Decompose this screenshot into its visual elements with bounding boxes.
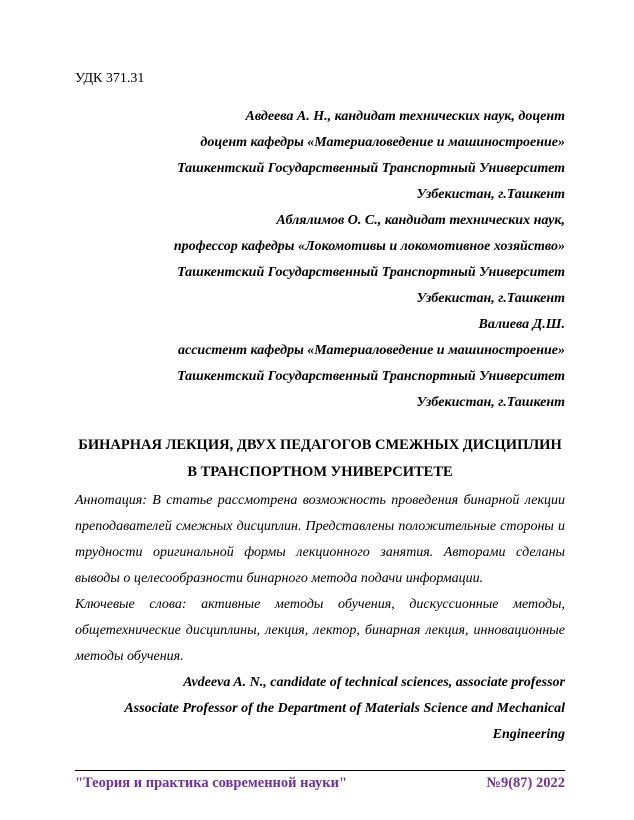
authors-block-en	[75, 670, 565, 748]
author-ru-line-2: доцент кафедры «Материаловедение и машиностроение»	[200, 135, 565, 150]
author-ru-line-5: Аблялимов О. С., кандидат технических наук,	[276, 213, 565, 228]
author-en-line-1: Avdeeva A. N., candidate of technical sciences, associate professor	[183, 675, 565, 690]
author-ru-line-1: Авдеева А. Н., кандидат технических наук, доцент	[245, 109, 565, 124]
author-ru-line-10: ассистент кафедры «Материаловедение и машиностроение»	[177, 343, 565, 358]
article-title-line-2: В ТРАНСПОРТНОМ УНИВЕРСИТЕТЕ	[187, 464, 453, 480]
footer-divider	[75, 770, 565, 771]
abstract-paragraph: Аннотация: В статье рассмотрена возможность проведения бинарной лекции преподавателей смежных дисциплин. Представлены положительные стороны и трудности оригинальной формы лекционного занятия. Авторами сделаны выводы о целесообразности бинарного метода подачи информации.	[75, 493, 565, 586]
author-ru-line-3: Ташкентский Государственный Транспортный Университет	[177, 161, 565, 176]
authors-block-ru	[75, 104, 565, 416]
author-ru-line-9: Валиева Д.Ш.	[478, 317, 565, 332]
author-en-line-2: Associate Professor of the Department of Materials Science and Mechanical	[124, 701, 565, 716]
issue-number: №9(87) 2022	[486, 775, 565, 791]
article-title	[75, 432, 565, 486]
keywords-paragraph: Ключевые слова: активные методы обучения, дискуссионные методы, общетехнические дисциплины, лекция, лектор, бинарная лекция, инновационные методы обучения.	[75, 597, 565, 664]
author-en-line-3: Engineering	[492, 727, 565, 742]
author-ru-line-4: Узбекистан, г.Ташкент	[416, 187, 565, 202]
author-ru-line-11: Ташкентский Государственный Транспортный Университет	[177, 369, 565, 384]
page-footer	[75, 770, 565, 792]
author-ru-line-6: профессор кафедры «Локомотивы и локомотивное хозяйство»	[173, 239, 565, 254]
footer-row	[75, 775, 565, 792]
article-title-line-1: БИНАРНАЯ ЛЕКЦИЯ, ДВУХ ПЕДАГОГОВ СМЕЖНЫХ ДИСЦИПЛИН	[78, 437, 562, 453]
journal-title: "Теория и практика современной науки"	[75, 775, 348, 791]
author-ru-line-8: Узбекистан, г.Ташкент	[416, 291, 565, 306]
author-ru-line-12: Узбекистан, г.Ташкент	[416, 395, 565, 410]
udc-code: УДК 371.31	[75, 71, 145, 86]
author-ru-line-7: Ташкентский Государственный Транспортный Университет	[177, 265, 565, 280]
